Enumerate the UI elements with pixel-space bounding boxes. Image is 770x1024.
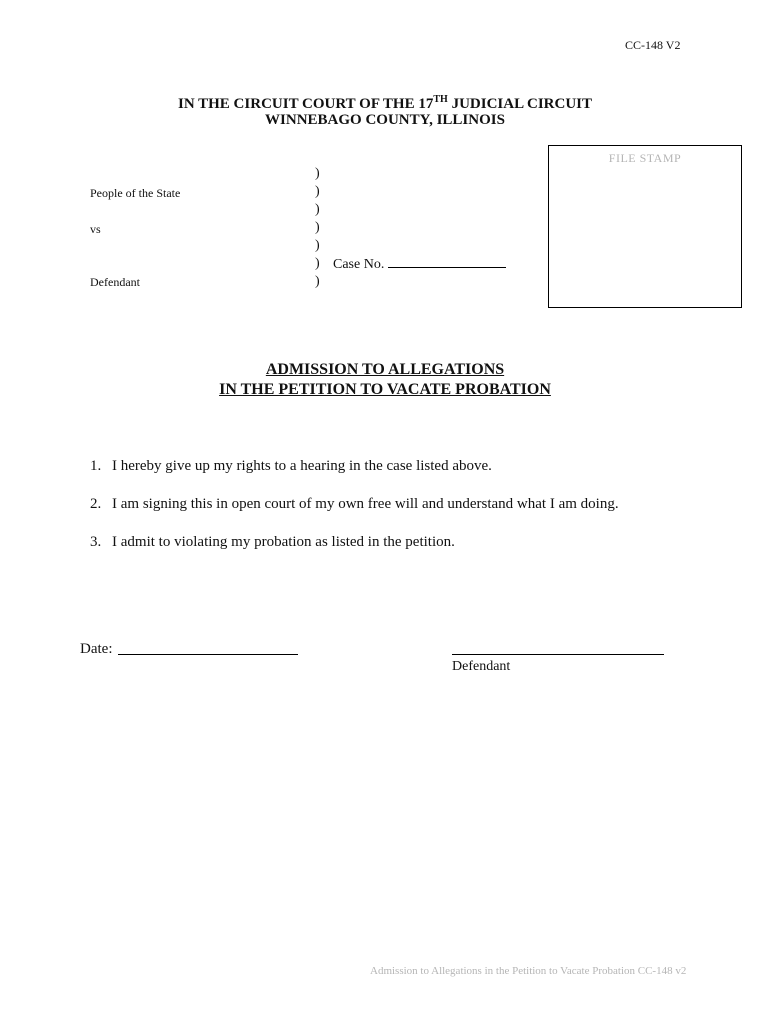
plaintiff-label: People of the State: [90, 186, 181, 200]
caption-paren: ): [315, 202, 320, 217]
case-number-field: [333, 255, 506, 273]
statement-text: I am signing this in open court of my own free will and understand what I am doing.: [112, 496, 619, 512]
statement-item: [90, 534, 455, 551]
court-heading-pre: IN THE CIRCUIT COURT OF THE 17: [177, 96, 434, 112]
statement-item: [90, 458, 492, 475]
file-stamp-label: FILE STAMP: [608, 151, 682, 165]
statement-number: 2.: [90, 496, 102, 512]
statement-text: I hereby give up my rights to a hearing in the case listed above.: [112, 458, 492, 474]
document-title-line1: ADMISSION TO ALLEGATIONS: [265, 361, 505, 378]
caption-paren: ): [315, 256, 320, 271]
statement-text: I admit to violating my probation as listed in the petition.: [112, 534, 455, 550]
caption-paren: ): [315, 166, 320, 181]
court-heading-line2: WINNEBAGO COUNTY, ILLINOIS: [265, 112, 505, 128]
footer-text: Admission to Allegations in the Petition to Vacate Probation CC-148 v2: [370, 965, 687, 977]
court-heading-line1: [0, 94, 770, 113]
document-title-line2: IN THE PETITION TO VACATE PROBATION: [219, 381, 551, 398]
statement-number: 3.: [90, 534, 102, 550]
caption-paren: ): [315, 220, 320, 235]
form-code: CC-148 V2: [625, 38, 681, 52]
case-number-blank[interactable]: [388, 255, 506, 268]
date-label: Date:: [80, 641, 113, 657]
defendant-caption-label: Defendant: [90, 275, 140, 289]
defendant-signature-label: Defendant: [452, 659, 511, 674]
caption-paren: ): [315, 274, 320, 289]
versus-label: vs: [90, 222, 101, 236]
court-heading-sup: TH: [433, 94, 448, 105]
statement-number: 1.: [90, 458, 102, 474]
defendant-signature-line[interactable]: [452, 654, 664, 655]
file-stamp-box: [548, 145, 742, 308]
date-blank[interactable]: [118, 654, 298, 655]
caption-paren: ): [315, 184, 320, 199]
case-number-label: Case No.: [333, 257, 385, 272]
court-heading-post: JUDICIAL CIRCUIT: [447, 96, 593, 112]
statement-item: [90, 496, 619, 513]
caption-paren: ): [315, 238, 320, 253]
